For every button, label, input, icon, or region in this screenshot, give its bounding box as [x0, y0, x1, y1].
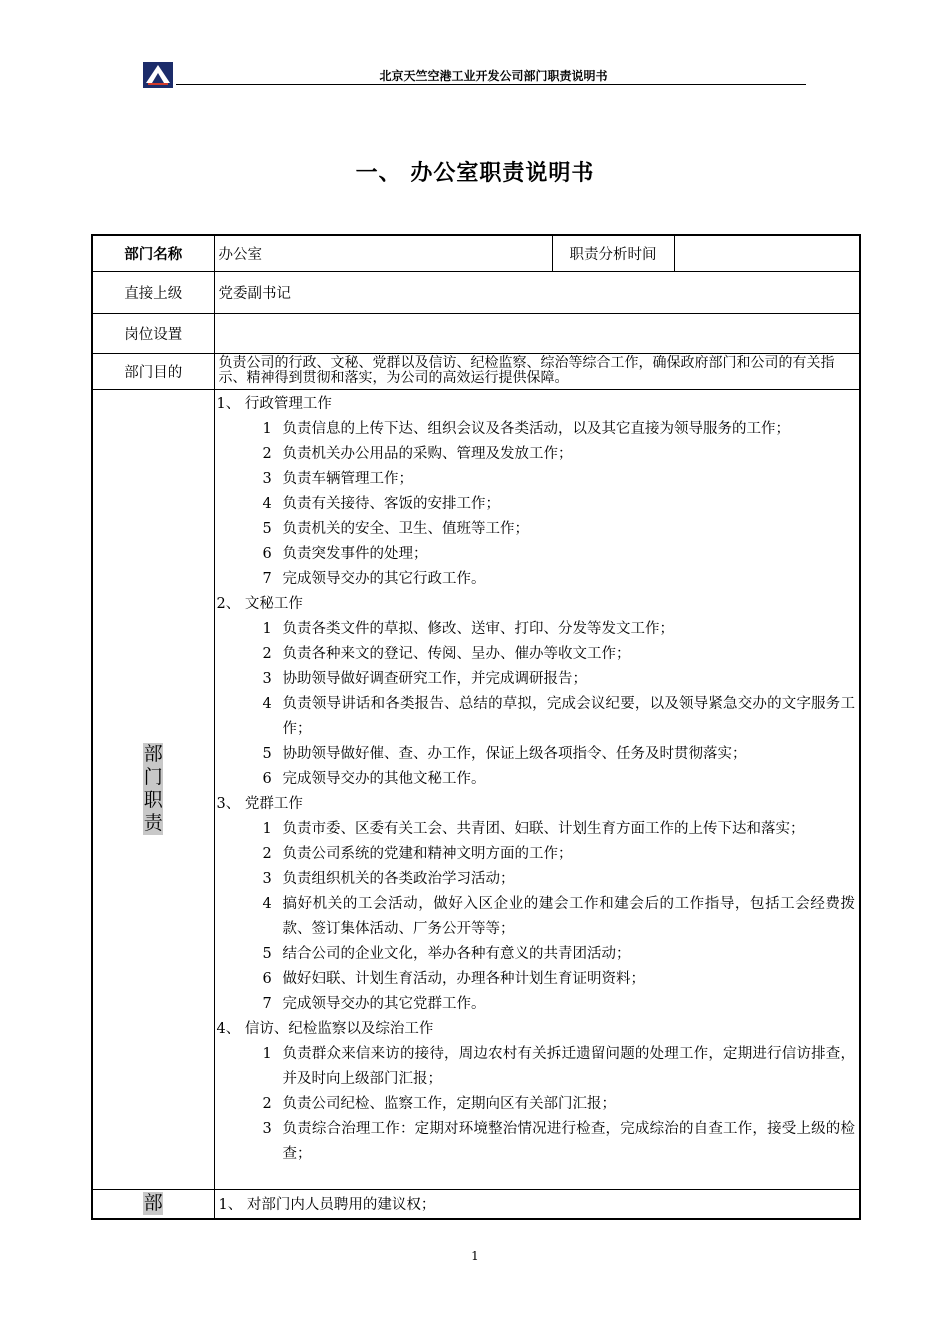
- superior-label: 直接上级: [92, 271, 214, 313]
- duty-item: [217, 1092, 858, 1117]
- duty-item-num: 1: [262, 1045, 272, 1062]
- duty-item: [217, 692, 858, 742]
- duty-section: [217, 392, 858, 592]
- dept-name-value: 办公室: [214, 235, 552, 271]
- duty-item-text: 完成领导交办的其它党群工作。: [282, 995, 486, 1012]
- rights-label: [92, 1189, 214, 1219]
- duty-item-text: 负责各种来文的登记、传阅、呈办、催办等收文工作；: [282, 645, 631, 662]
- row-rights: [92, 1189, 860, 1219]
- document-title: 一、 办公室职责说明书: [355, 161, 595, 186]
- duty-item-num: 1: [262, 820, 272, 837]
- duty-item-text: 完成领导交办的其它行政工作。: [282, 570, 486, 587]
- duty-item: [217, 442, 858, 467]
- duty-item: [217, 567, 858, 592]
- duty-item-num: 7: [262, 570, 272, 587]
- duties-content: [214, 389, 860, 1189]
- duty-section: [217, 792, 858, 1017]
- duty-item: [217, 542, 858, 567]
- duty-item: [217, 842, 858, 867]
- company-logo: [143, 62, 173, 88]
- duty-item-text: 协助领导做好催、查、办工作，保证上级各项指令、任务及时贯彻落实；: [282, 745, 747, 762]
- duty-item-text: 负责信息的上传下达、组织会议及各类活动，以及其它直接为领导服务的工作；: [282, 420, 790, 437]
- duty-item-num: 4: [262, 695, 272, 712]
- duty-item-text: 协助领导做好调查研究工作，并完成调研报告；: [282, 670, 587, 687]
- positions-value: [214, 313, 860, 353]
- duty-item-text: 负责车辆管理工作；: [282, 470, 413, 487]
- duty-item-num: 2: [262, 445, 272, 462]
- row-positions: [92, 313, 860, 353]
- duty-item-num: 6: [262, 770, 272, 787]
- duty-item-text: 负责综合治理工作：定期对环境整治情况进行检查，完成综治的自查工作，接受上级的检查；: [282, 1120, 855, 1162]
- duty-item-num: 4: [262, 895, 272, 912]
- duty-item: [217, 642, 858, 667]
- duty-section: [217, 1017, 858, 1167]
- duty-item-num: 5: [262, 520, 272, 537]
- duty-item: [217, 517, 858, 542]
- purpose-value: 负责公司的行政、文秘、党群以及信访、纪检监察、综治等综合工作，确保政府部门和公司的有关指示、精神得到贯彻和落实，为公司的高效运行提供保障。: [214, 353, 860, 389]
- duty-item-num: 5: [262, 945, 272, 962]
- duty-item: [217, 767, 858, 792]
- header-rule: [176, 84, 806, 85]
- duty-item: [217, 817, 858, 842]
- duty-item: [217, 942, 858, 967]
- duty-item: [217, 1042, 858, 1092]
- duty-item-text: 完成领导交办的其他文秘工作。: [282, 770, 486, 787]
- duty-item-num: 2: [262, 845, 272, 862]
- analysis-time-value: [674, 235, 860, 271]
- duties-label-char: 责: [143, 812, 163, 834]
- header-title: 北京天竺空港工业开发公司部门职责说明书: [379, 69, 608, 83]
- row-duties: [92, 389, 860, 1189]
- row-purpose: [92, 353, 860, 389]
- duty-item: [217, 467, 858, 492]
- duty-item-num: 3: [262, 470, 272, 487]
- duty-item: [217, 492, 858, 517]
- duty-item-num: 4: [262, 495, 272, 512]
- duty-item-num: 3: [262, 670, 272, 687]
- duty-item-text: 负责公司系统的党建和精神文明方面的工作；: [282, 845, 573, 862]
- duty-item: [217, 617, 858, 642]
- duty-item: [217, 417, 858, 442]
- duty-table: [91, 234, 861, 1220]
- duty-section-title: 3、 党群工作: [216, 795, 303, 812]
- row-dept-name: [92, 235, 860, 271]
- duty-item-num: 1: [262, 620, 272, 637]
- duty-item: [217, 892, 858, 942]
- duty-section: [217, 592, 858, 792]
- purpose-label: 部门目的: [92, 353, 214, 389]
- rights-vertical-label: 部: [143, 1192, 163, 1215]
- duty-item-num: 3: [262, 870, 272, 887]
- row-superior: [92, 271, 860, 313]
- duty-item-text: 负责领导讲话和各类报告、总结的草拟，完成会议纪要，以及领导紧急交办的文字服务工作；: [282, 695, 855, 737]
- duty-item: [217, 867, 858, 892]
- duty-item-text: 做好妇联、计划生育活动，办理各种计划生育证明资料；: [282, 970, 645, 987]
- duty-item-text: 负责机关的安全、卫生、值班等工作；: [282, 520, 529, 537]
- duties-label-char: 门: [143, 766, 163, 788]
- duty-section-title: 1、 行政管理工作: [216, 395, 332, 412]
- analysis-time-label: 职责分析时间: [552, 235, 674, 271]
- duty-item-num: 2: [262, 645, 272, 662]
- logo-mark-icon: [143, 62, 173, 88]
- duty-item-text: 负责公司纪检、监察工作，定期向区有关部门汇报；: [282, 1095, 616, 1112]
- page-number: 1: [471, 1249, 479, 1263]
- duty-item-num: 6: [262, 970, 272, 987]
- duty-item-num: 7: [262, 995, 272, 1012]
- duty-section-title: 4、 信访、纪检监察以及综治工作: [216, 1020, 434, 1037]
- duties-label-char: 职: [143, 789, 163, 811]
- duty-item-text: 负责组织机关的各类政治学习活动；: [282, 870, 515, 887]
- duty-item-text: 负责有关接待、客饭的安排工作；: [282, 495, 500, 512]
- duty-section-title: 2、 文秘工作: [216, 595, 303, 612]
- duty-item: [217, 667, 858, 692]
- duty-item-text: 负责机关办公用品的采购、管理及发放工作；: [282, 445, 573, 462]
- dept-name-label: 部门名称: [92, 235, 214, 271]
- superior-value: 党委副书记: [214, 271, 860, 313]
- duty-item-text: 负责群众来信来访的接待，周边农村有关拆迁遗留问题的处理工作，定期进行信访排查，并及时向上级部门汇报；: [282, 1045, 855, 1087]
- duty-item-num: 1: [262, 420, 272, 437]
- duties-label: [92, 389, 214, 1189]
- rights-first-item: 1、 对部门内人员聘用的建议权；: [214, 1189, 860, 1219]
- duty-item-num: 2: [262, 1095, 272, 1112]
- duties-vertical-label: [143, 743, 163, 835]
- duty-item: [217, 992, 858, 1017]
- duty-item: [217, 742, 858, 767]
- duty-item-num: 5: [262, 745, 272, 762]
- duty-item: [217, 967, 858, 992]
- positions-label: 岗位设置: [92, 313, 214, 353]
- duty-item-text: 负责突发事件的处理；: [282, 545, 428, 562]
- duty-item-num: 3: [262, 1120, 272, 1137]
- duty-item-text: 结合公司的企业文化，举办各种有意义的共青团活动；: [282, 945, 631, 962]
- duty-item-text: 负责市委、区委有关工会、共青团、妇联、计划生育方面工作的上传下达和落实；: [282, 820, 805, 837]
- duty-item-text: 搞好机关的工会活动，做好入区企业的建会工作和建会后的工作指导，包括工会经费拨款、签订集体活动、厂务公开等等；: [282, 895, 855, 937]
- duty-item: [217, 1117, 858, 1167]
- duty-item-num: 6: [262, 545, 272, 562]
- duty-item-text: 负责各类文件的草拟、修改、送审、打印、分发等发文工作；: [282, 620, 674, 637]
- duties-label-char: 部: [143, 743, 163, 765]
